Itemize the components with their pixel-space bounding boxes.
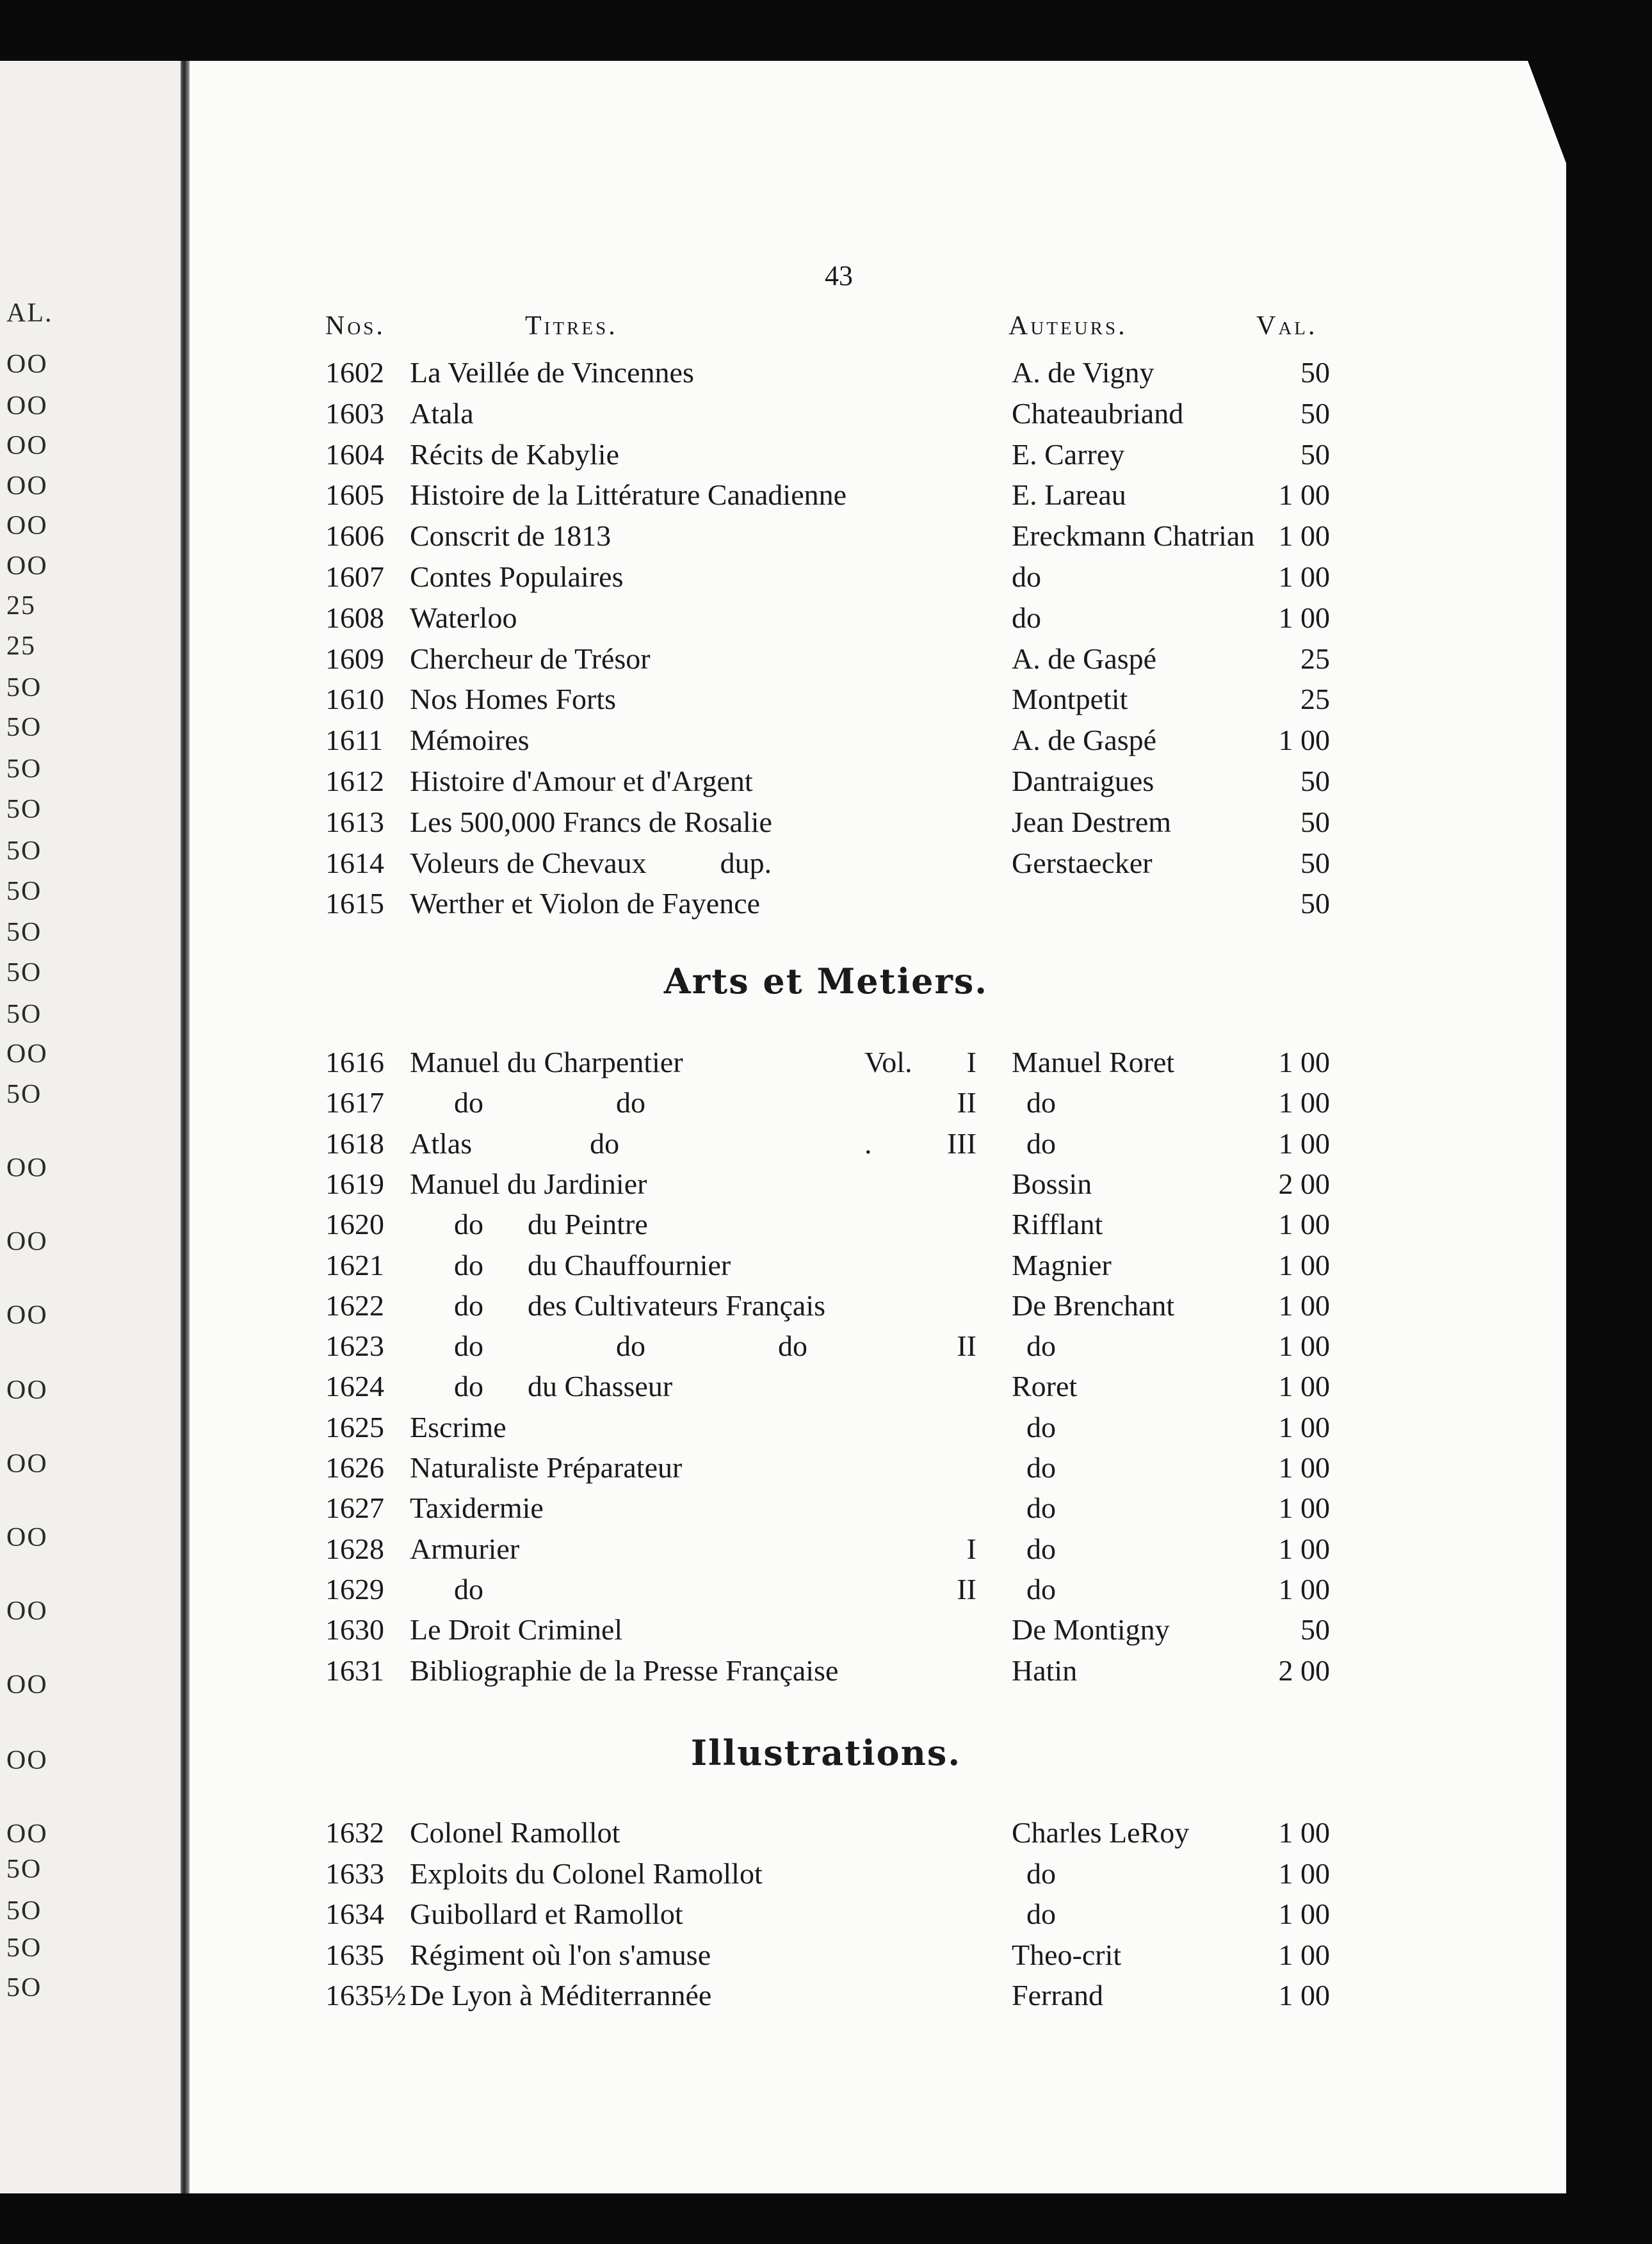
entry-number: 1615 — [325, 887, 384, 920]
entry-title: do — [410, 1572, 483, 1606]
facing-page-value: 5O — [6, 754, 42, 784]
entry-number: 1632 — [325, 1816, 384, 1849]
entry-number: 1611 — [325, 724, 384, 757]
entry-title: Guibollard et Ramollot — [410, 1898, 683, 1930]
facing-page-value: 5O — [6, 1080, 42, 1109]
entry-author: Ereckmann Chatrian — [1012, 519, 1255, 553]
header-nos: Nos. — [325, 311, 385, 341]
volume-number: I — [966, 1532, 976, 1565]
entry-number: 1610 — [325, 683, 384, 716]
entry-author: Hatin — [1012, 1654, 1078, 1687]
entry-value: 1 00 — [1278, 1492, 1330, 1525]
entry-author: do — [1012, 1857, 1056, 1890]
catalog-row — [0, 1126, 1652, 1165]
entry-author: do — [1012, 1451, 1056, 1484]
facing-page-value: OO — [6, 391, 48, 421]
entry-author: do — [1012, 1086, 1056, 1119]
catalog-row — [0, 396, 1652, 435]
entry-value: 50 — [1300, 887, 1330, 920]
facing-page-value: OO — [6, 1670, 48, 1700]
entry-author: De Montigny — [1012, 1613, 1170, 1646]
entry-value: 50 — [1300, 356, 1330, 389]
facing-page-value: OO — [6, 1301, 48, 1330]
facing-page-value: 5O — [6, 795, 42, 824]
entry-value: 1 00 — [1278, 1126, 1330, 1160]
catalog-row — [0, 1857, 1652, 1895]
header-auteurs: Auteurs. — [1008, 311, 1128, 341]
facing-page-value: OO — [6, 551, 48, 581]
entry-author: Bossin — [1012, 1167, 1092, 1200]
catalog-row — [0, 601, 1652, 639]
entry-title: Naturaliste Préparateur — [410, 1451, 683, 1484]
entry-number: 1609 — [325, 642, 384, 675]
catalog-row — [0, 1410, 1652, 1449]
entry-author: Chateaubriand — [1012, 396, 1184, 430]
catalog-row — [0, 1207, 1652, 1246]
entry-author: Dantraigues — [1012, 765, 1154, 797]
entry-value: 1 00 — [1278, 1532, 1330, 1565]
facing-page-value: 25 — [6, 631, 36, 661]
entry-number: 1634 — [325, 1898, 384, 1930]
facing-page-header: AL. — [6, 298, 53, 328]
facing-page-value: OO — [6, 471, 48, 501]
entry-number: 1616 — [325, 1046, 384, 1078]
catalog-row — [0, 519, 1652, 557]
entry-title: Récits de Kabylie — [410, 437, 620, 471]
facing-page-value: OO — [6, 1746, 48, 1775]
header-titres: Titres. — [525, 311, 618, 341]
entry-number: 1633 — [325, 1857, 384, 1890]
entry-title: do do do — [410, 1329, 807, 1363]
entry-author: Gerstaecker — [1012, 846, 1153, 879]
entry-title: Atlas do — [410, 1126, 620, 1160]
catalog-row — [0, 1897, 1652, 1935]
entry-value: 50 — [1300, 437, 1330, 471]
entry-number: 1617 — [325, 1086, 384, 1119]
entry-author: A. de Vigny — [1012, 356, 1154, 389]
entry-number: 1608 — [325, 601, 384, 634]
entry-title: Taxidermie — [410, 1492, 544, 1525]
entry-author: Magnier — [1012, 1248, 1112, 1281]
facing-page-value: OO — [6, 1376, 48, 1405]
catalog-row — [0, 1369, 1652, 1408]
entry-title: do des Cultivateurs Français — [410, 1289, 826, 1322]
entry-value: 2 00 — [1278, 1654, 1330, 1687]
entry-value: 1 00 — [1278, 1208, 1330, 1241]
entry-value: 1 00 — [1278, 1938, 1330, 1971]
entry-value: 50 — [1300, 846, 1330, 879]
entry-value: 1 00 — [1278, 1451, 1330, 1484]
entry-title: do do — [410, 1086, 645, 1119]
facing-page-value: 5O — [6, 918, 42, 947]
catalog-row — [0, 805, 1652, 843]
volume-number: II — [957, 1572, 976, 1606]
entry-title: Le Droit Criminel — [410, 1613, 623, 1646]
facing-page-value: OO — [6, 1449, 48, 1479]
entry-author: Jean Destrem — [1012, 805, 1172, 838]
catalog-row — [0, 1572, 1652, 1611]
entry-title: Exploits du Colonel Ramollot — [410, 1857, 763, 1890]
entry-value: 2 00 — [1278, 1167, 1330, 1200]
entry-title: Manuel du Jardinier — [410, 1167, 647, 1200]
catalog-row — [0, 1978, 1652, 2017]
entry-number: 1635 — [325, 1938, 384, 1971]
entry-value: 1 00 — [1278, 478, 1330, 512]
page-number: 43 — [825, 260, 853, 291]
entry-number: 1612 — [325, 765, 384, 797]
entry-title: De Lyon à Méditerrannée — [410, 1979, 712, 2012]
facing-page-value: 5O — [6, 958, 42, 988]
entry-author: Roret — [1012, 1370, 1078, 1403]
facing-page-value: OO — [6, 1523, 48, 1552]
catalog-row — [0, 1167, 1652, 1205]
facing-page-value: 5O — [6, 1855, 42, 1884]
entry-title: Escrime — [410, 1410, 506, 1443]
entry-value: 1 00 — [1278, 1289, 1330, 1322]
entry-value: 1 00 — [1278, 1857, 1330, 1890]
section-heading-illustrations: Illustrations. — [690, 1732, 962, 1773]
entry-value: 25 — [1300, 642, 1330, 675]
entry-author: do — [1012, 601, 1041, 634]
entry-author: do — [1012, 1572, 1056, 1606]
entry-number: 1618 — [325, 1126, 384, 1160]
entry-author: Montpetit — [1012, 683, 1128, 716]
entry-author: do — [1012, 560, 1041, 593]
entry-value: 1 00 — [1278, 1979, 1330, 2012]
entry-value: 50 — [1300, 1613, 1330, 1646]
catalog-row — [0, 1938, 1652, 1976]
catalog-row — [0, 886, 1652, 925]
entry-title: Conscrit de 1813 — [410, 519, 611, 553]
facing-page-value: 5O — [6, 877, 42, 906]
facing-page-value: OO — [6, 1597, 48, 1626]
entry-number: 1613 — [325, 805, 384, 838]
catalog-row — [0, 642, 1652, 680]
catalog-row — [0, 1816, 1652, 1854]
volume-number: II — [957, 1329, 976, 1363]
entry-title: Contes Populaires — [410, 560, 624, 593]
entry-number: 1628 — [325, 1532, 384, 1565]
entry-number: 1607 — [325, 560, 384, 593]
entry-title: do du Chauffournier — [410, 1248, 731, 1281]
entry-value: 1 00 — [1278, 1046, 1330, 1078]
entry-number: 1627 — [325, 1492, 384, 1525]
entry-title: Régiment où l'on s'amuse — [410, 1938, 711, 1971]
facing-page-value: 25 — [6, 591, 36, 621]
entry-author: do — [1012, 1492, 1056, 1525]
facing-page-value: 5O — [6, 1896, 42, 1926]
catalog-row — [0, 355, 1652, 394]
entry-number: 1606 — [325, 519, 384, 553]
entry-number: 1622 — [325, 1289, 384, 1322]
entry-title: do du Peintre — [410, 1208, 648, 1241]
entry-value: 1 00 — [1278, 519, 1330, 553]
entry-title: Voleurs de Chevaux dup. — [410, 846, 772, 879]
catalog-row — [0, 1085, 1652, 1124]
entry-author: Theo-crit — [1012, 1938, 1122, 1971]
entry-title: Histoire de la Littérature Canadienne — [410, 478, 847, 512]
header-val: Val. — [1256, 311, 1318, 341]
catalog-row — [0, 478, 1652, 516]
entry-title: Atala — [410, 396, 474, 430]
facing-page-value: 5O — [6, 836, 42, 866]
entry-author: A. de Gaspé — [1012, 724, 1157, 757]
entry-title: Mémoires — [410, 724, 530, 757]
entry-author: E. Lareau — [1012, 478, 1126, 512]
entry-value: 1 00 — [1278, 1329, 1330, 1363]
facing-page-value: 5O — [6, 1000, 42, 1029]
entry-title: Nos Homes Forts — [410, 683, 617, 716]
entry-value: 1 00 — [1278, 724, 1330, 757]
facing-page-value: 5O — [6, 673, 42, 703]
entry-value: 1 00 — [1278, 1370, 1330, 1403]
entry-number: 1619 — [325, 1167, 384, 1200]
section-heading-arts: Arts et Metiers. — [663, 961, 989, 1002]
entry-number: 1620 — [325, 1208, 384, 1241]
entry-value: 1 00 — [1278, 1410, 1330, 1443]
catalog-row — [0, 1451, 1652, 1489]
entry-number: 1625 — [325, 1410, 384, 1443]
catalog-row — [0, 1045, 1652, 1084]
facing-page-value: 5O — [6, 713, 42, 742]
entry-author: De Brenchant — [1012, 1289, 1175, 1322]
entry-number: 1602 — [325, 356, 384, 389]
facing-page-value: OO — [6, 1153, 48, 1183]
entry-title: do du Chasseur — [410, 1370, 673, 1403]
catalog-row — [0, 437, 1652, 476]
catalog-row — [0, 1654, 1652, 1692]
entry-number: 1631 — [325, 1654, 384, 1687]
entry-author: do — [1012, 1329, 1056, 1363]
entry-number: 1623 — [325, 1329, 384, 1363]
catalog-row — [0, 1532, 1652, 1570]
entry-number: 1630 — [325, 1613, 384, 1646]
catalog-row — [0, 1613, 1652, 1651]
entry-author: Ferrand — [1012, 1979, 1104, 2012]
entry-author: do — [1012, 1410, 1056, 1443]
entry-title: Les 500,000 Francs de Rosalie — [410, 805, 772, 838]
entry-title: Waterloo — [410, 601, 517, 634]
entry-value: 1 00 — [1278, 1572, 1330, 1606]
facing-page-value: OO — [6, 1039, 48, 1069]
facing-page-value: OO — [6, 1227, 48, 1256]
entry-value: 1 00 — [1278, 601, 1330, 634]
entry-number: 1603 — [325, 396, 384, 430]
volume-label: Vol. — [864, 1046, 912, 1078]
entry-value: 1 00 — [1278, 560, 1330, 593]
entry-number: 1621 — [325, 1248, 384, 1281]
facing-page-value: 5O — [6, 1933, 42, 1963]
entry-title: Colonel Ramollot — [410, 1816, 620, 1849]
entry-value: 1 00 — [1278, 1816, 1330, 1849]
entry-value: 50 — [1300, 765, 1330, 797]
entry-author: Rifflant — [1012, 1208, 1103, 1241]
entry-number: 1629 — [325, 1572, 384, 1606]
catalog-row — [0, 1248, 1652, 1287]
entry-value: 1 00 — [1278, 1898, 1330, 1930]
entry-title: Bibliographie de la Presse Française — [410, 1654, 839, 1687]
entry-value: 1 00 — [1278, 1248, 1330, 1281]
entry-author: Charles LeRoy — [1012, 1816, 1190, 1849]
entry-author: do — [1012, 1898, 1056, 1930]
facing-page-value: 5O — [6, 1973, 42, 2003]
entry-title: Manuel du Charpentier — [410, 1046, 683, 1078]
entry-number: 1624 — [325, 1370, 384, 1403]
catalog-row — [0, 682, 1652, 720]
entry-title: Histoire d'Amour et d'Argent — [410, 765, 753, 797]
facing-page-value: OO — [6, 350, 48, 379]
entry-title: Chercheur de Trésor — [410, 642, 651, 675]
volume-number: II — [957, 1086, 976, 1119]
catalog-row — [0, 723, 1652, 761]
catalog-row — [0, 560, 1652, 598]
catalog-row — [0, 1491, 1652, 1529]
entry-author: do — [1012, 1126, 1056, 1160]
catalog-row — [0, 1329, 1652, 1367]
entry-title: Werther et Violon de Fayence — [410, 887, 761, 920]
entry-number: 1604 — [325, 437, 384, 471]
entry-value: 50 — [1300, 805, 1330, 838]
entry-author: do — [1012, 1532, 1056, 1565]
entry-number: 1635½ — [325, 1979, 407, 2012]
entry-number: 1626 — [325, 1451, 384, 1484]
facing-page-value: OO — [6, 431, 48, 460]
volume-label: . — [864, 1126, 872, 1160]
catalog-row — [0, 846, 1652, 884]
entry-value: 1 00 — [1278, 1086, 1330, 1119]
entry-number: 1605 — [325, 478, 384, 512]
entry-number: 1614 — [325, 846, 384, 879]
entry-author: Manuel Roret — [1012, 1046, 1175, 1078]
volume-number: III — [947, 1126, 976, 1160]
entry-value: 25 — [1300, 683, 1330, 716]
catalog-row — [0, 764, 1652, 802]
entry-title: Armurier — [410, 1532, 520, 1565]
volume-number: I — [966, 1046, 976, 1078]
catalog-row — [0, 1289, 1652, 1327]
entry-author: A. de Gaspé — [1012, 642, 1157, 675]
facing-page-value: OO — [6, 1819, 48, 1849]
entry-author: E. Carrey — [1012, 437, 1125, 471]
entry-value: 50 — [1300, 396, 1330, 430]
entry-title: La Veillée de Vincennes — [410, 356, 694, 389]
facing-page-value: OO — [6, 511, 48, 541]
